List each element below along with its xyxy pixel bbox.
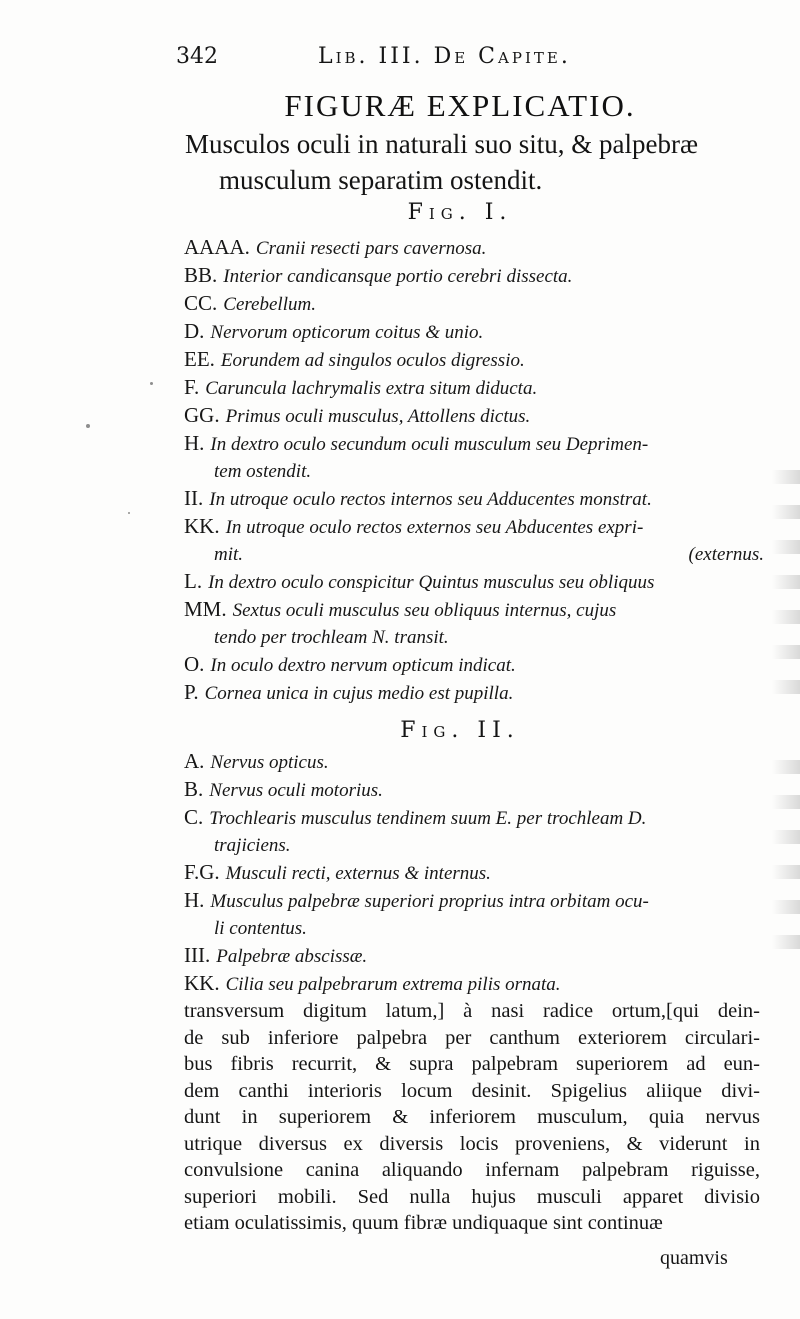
legend-key: CC. [184, 291, 218, 315]
body-line: bus fibris recurrit, & supra palpebram superiorem ad eun- [184, 1053, 760, 1075]
body-line: dunt in superiorem & inferiorem musculum, quia nervus [184, 1106, 760, 1128]
legend-key: AAAA. [184, 235, 250, 259]
scan-speck [128, 512, 130, 514]
legend-text: In utroque oculo rectos internos seu Adducentes monstrat. [209, 489, 652, 510]
legend-entry [184, 568, 774, 596]
body-line: convulsione canina aliquando infernam palpebram riguisse, [184, 1159, 760, 1181]
legend-text: Caruncula lachrymalis extra situm diducta. [205, 378, 538, 399]
legend-entry [184, 970, 774, 998]
legend-text: Sextus oculi musculus seu obliquus internus, cujus [232, 600, 617, 621]
body-line: de sub inferiore palpebra per canthum exteriorem circulari- [184, 1026, 760, 1049]
legend-entry [184, 374, 774, 402]
show-through-mark [772, 900, 800, 914]
legend-text: Nervus oculi motorius. [209, 780, 383, 801]
body-line: superiori mobili. Sed nulla hujus musculi apparet divisio [184, 1185, 760, 1208]
legend-text: In dextro oculo conspicitur Quintus musculus seu obliquus [208, 572, 655, 593]
carried-word: (externus. [688, 544, 764, 565]
legend-key: BB. [184, 263, 218, 287]
legend-text: Nervorum opticorum coitus & unio. [210, 322, 484, 343]
legend-entry [184, 485, 774, 513]
show-through-mark [772, 540, 800, 554]
scan-speck [150, 382, 153, 385]
legend-text-continued: li contentus. [214, 918, 307, 939]
running-head: Lib. III. De Capite. [318, 44, 571, 69]
legend-key: D. [184, 319, 205, 343]
fig-1-heading: Fig. I. [407, 200, 513, 225]
subtitle-line-1: Musculos oculi in naturali suo situ, & palpebræ [185, 129, 698, 159]
legend-key: KK. [184, 971, 220, 995]
legend-entry [184, 346, 774, 374]
legend-key: GG. [184, 403, 220, 427]
legend-text: Palpebræ abscissæ. [216, 946, 368, 967]
show-through-mark [772, 470, 800, 484]
legend-entry [184, 887, 774, 942]
legend-text: Interior candicansque portio cerebri dissecta. [223, 266, 573, 287]
legend-key: H. [184, 431, 205, 455]
legend-text: In oculo dextro nervum opticum indicat. [210, 655, 516, 676]
legend-entry [184, 748, 774, 776]
legend-key: B. [184, 777, 204, 801]
fig-1-legend [184, 234, 774, 707]
legend-key: F.G. [184, 860, 220, 884]
show-through-mark [772, 865, 800, 879]
legend-key: O. [184, 652, 205, 676]
body-line: etiam oculatissimis, quum fibræ undiquaque sint continuæ [184, 1212, 663, 1234]
legend-text: In utroque oculo rectos externos seu Abducentes expri- [225, 517, 644, 538]
legend-key: KK. [184, 514, 220, 538]
show-through-mark [772, 610, 800, 624]
legend-key: EE. [184, 347, 215, 371]
figure-subtitle [185, 126, 775, 198]
legend-entry [184, 262, 774, 290]
figure-explanation-title: FIGURÆ EXPLICATIO. [284, 88, 636, 123]
legend-text: Cilia seu palpebrarum extrema pilis ornata. [225, 974, 561, 995]
legend-entry [184, 942, 774, 970]
legend-entry [184, 651, 774, 679]
fig-2-heading: Fig. II. [400, 718, 520, 743]
legend-text: Musculus palpebræ superiori proprius intra orbitam ocu- [210, 891, 649, 912]
legend-entry [184, 402, 774, 430]
fig-2-legend [184, 748, 774, 998]
body-line: transversum digitum latum,] à nasi radice ortum,[qui dein- [184, 1000, 760, 1022]
legend-entry [184, 430, 774, 485]
show-through-mark [772, 680, 800, 694]
legend-key: II. [184, 486, 204, 510]
legend-text: Cerebellum. [223, 294, 316, 315]
legend-key: L. [184, 569, 203, 593]
show-through-mark [772, 575, 800, 589]
show-through-mark [772, 645, 800, 659]
legend-text: Eorundem ad singulos oculos digressio. [220, 350, 525, 371]
catchword: quamvis [660, 1247, 728, 1269]
legend-key: H. [184, 888, 205, 912]
legend-entry [184, 679, 774, 707]
legend-text: Nervus opticus. [210, 752, 329, 773]
legend-text-continued: tem ostendit. [214, 461, 312, 482]
subtitle-line-2: musculum separatim ostendit. [219, 165, 543, 195]
legend-text-continued: trajiciens. [214, 835, 291, 856]
legend-key: F. [184, 375, 200, 399]
scan-speck [86, 424, 90, 428]
legend-key: MM. [184, 597, 227, 621]
page-number: 342 [176, 44, 218, 69]
legend-entry [184, 234, 774, 262]
legend-entry [184, 804, 774, 859]
legend-text: Trochlearis musculus tendinem suum E. per trochleam D. [209, 808, 647, 829]
legend-text: Primus oculi musculus, Attollens dictus. [225, 406, 531, 427]
legend-key: C. [184, 805, 204, 829]
legend-entry [184, 513, 774, 568]
legend-key: A. [184, 749, 205, 773]
show-through-mark [772, 505, 800, 519]
body-paragraph [184, 998, 760, 1237]
legend-entry [184, 596, 774, 651]
body-line: utrique diversus ex diversis locis proveniens, & viderunt in [184, 1132, 760, 1155]
show-through-mark [772, 830, 800, 844]
legend-text: Musculi recti, externus & internus. [225, 863, 491, 884]
legend-entry [184, 318, 774, 346]
legend-entry [184, 859, 774, 887]
legend-text-continued: tendo per trochleam N. transit. [214, 627, 449, 648]
continued-text: mit. [214, 544, 244, 565]
page-header [176, 44, 736, 78]
show-through-mark [772, 760, 800, 774]
legend-key: III. [184, 943, 211, 967]
legend-text-continued [184, 541, 774, 568]
show-through-mark [772, 935, 800, 949]
legend-text: In dextro oculo secundum oculi musculum seu Deprimen- [210, 434, 649, 455]
show-through-mark [772, 795, 800, 809]
legend-text: Cornea unica in cujus medio est pupilla. [204, 683, 514, 704]
legend-entry [184, 290, 774, 318]
body-line: dem canthi interioris locum desinit. Spigelius aliique divi- [184, 1079, 760, 1102]
legend-text: Cranii resecti pars cavernosa. [255, 238, 487, 259]
legend-entry [184, 776, 774, 804]
legend-key: P. [184, 680, 199, 704]
